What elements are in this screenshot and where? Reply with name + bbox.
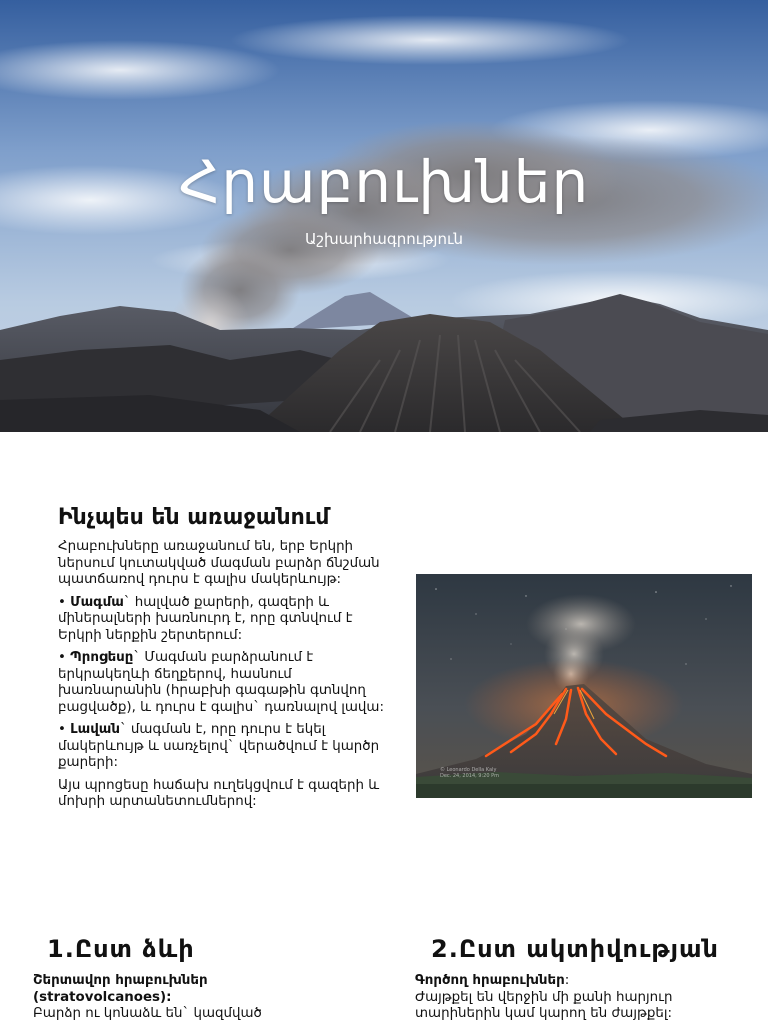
bullet-process: • Պրոցեսը` Մագման բարձրանում է երկրակեղևի ճեղքերով, հասնում խառնարանին (հրաբխի գագաթին գտնվող բացվածք), և դուրս է գալիս` դառնալով լավա: xyxy=(58,650,384,715)
bullet-lava: • Լավան` մագման է, որը դուրս է եկել մակերևույթ և սառչելով` վերածվում է կարծր քարերի: xyxy=(58,722,380,770)
by-activity-item: Գործող հրաբուխներ: Ժայթքել են վերջին մի քանի հարյուր տարիներին կամ կարող են ժայթքել: xyxy=(415,973,673,1021)
by-shape-item-title: Շերտավոր հրաբուխներ xyxy=(33,973,208,988)
by-shape-heading: 1.Ըստ ձևի xyxy=(47,935,195,963)
bullet-process-term: Պրոցեսը xyxy=(70,650,134,665)
by-activity-heading: 2.Ըստ ակտիվության xyxy=(431,935,719,963)
by-activity-section xyxy=(415,933,745,1023)
bullet-lava-term: Լավան xyxy=(70,722,120,737)
by-activity-item-title: Գործող հրաբուխներ xyxy=(415,973,565,988)
bullet-magma-text: ` հալված քարերի, գազերի և միներալների խառնուրդ է, որը գտնվում է Երկրի ներքին շերտերում: xyxy=(58,594,353,643)
bullet-process-text: ` Մագման բարձրանում է երկրակեղևի ճեղքերով, հասնում խառնարանին (հրաբխի գագաթին գտնվող բացվածք), և դուրս է գալիս` դառնալով լավա: xyxy=(58,650,384,715)
erupting-volcano-image xyxy=(416,574,752,798)
photo-caption-line1: © Leonardo Della Kaly xyxy=(440,767,497,773)
photo-caption xyxy=(440,767,499,779)
page-subtitle: Աշխարհագրություն xyxy=(305,230,463,248)
by-shape-section xyxy=(33,933,363,1023)
formation-outro: Այս պրոցեսը հաճախ ուղեկցվում է գազերի և մոխրի արտանետումներով: xyxy=(58,777,380,809)
volcano-landscape-image xyxy=(0,0,768,432)
photo-caption-line2: Dec. 24, 2014, 9:20 Pm xyxy=(440,773,500,779)
formation-section xyxy=(58,504,394,817)
bullet-magma-term: Մագմա xyxy=(70,594,124,610)
by-shape-item-title-en: (stratovolcanoes): xyxy=(33,989,172,1005)
by-shape-item xyxy=(33,973,363,1023)
erupting-volcano-photo xyxy=(416,574,752,798)
by-shape-item-text: Բարձր ու կոնաձև են` կազմված xyxy=(33,1006,262,1021)
page-title: Հրաբուխներ xyxy=(178,148,590,216)
by-activity-item-text: Ժայթքել են վերջին մի քանի հարյուր տարիներին կամ կարող են ժայթքել: xyxy=(415,989,673,1021)
formation-heading: Ինչպես են առաջանում xyxy=(58,505,330,530)
bullet-magma: • Մագմա` հալված քարերի, գազերի և միներալների խառնուրդ է, որը գտնվում է Երկրի ներքին շերտերում: xyxy=(58,594,353,643)
formation-intro: Հրաբուխները առաջանում են, երբ Երկրի ներսում կուտակված մագման բարձր ճնշման պատճառով դուրս է գալիս մակերևույթ: xyxy=(58,539,380,587)
hero-banner xyxy=(0,0,768,432)
bullet-lava-text: ` մագման է, որը դուրս է եկել մակերևույթ և սառչելով` վերածվում է կարծր քարերի: xyxy=(58,722,380,770)
